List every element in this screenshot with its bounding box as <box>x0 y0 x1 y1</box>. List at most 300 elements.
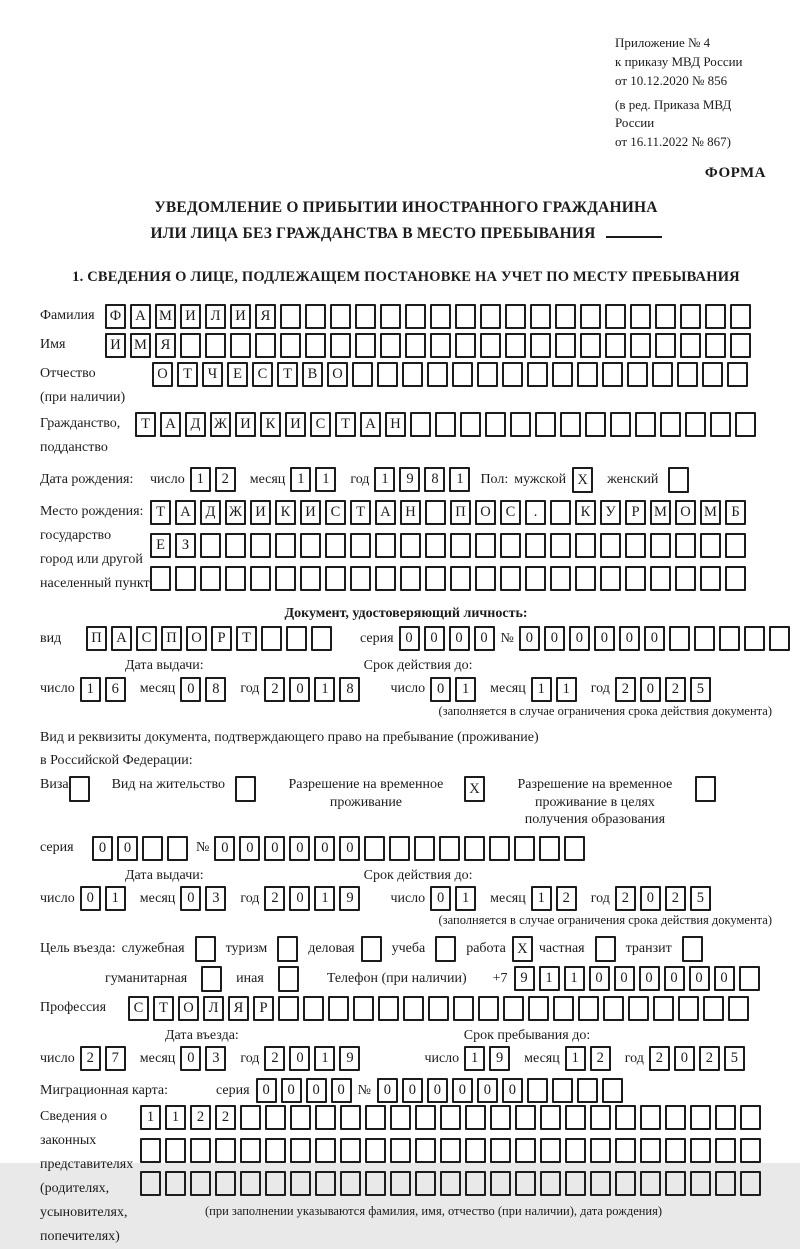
char-cell[interactable]: 2 <box>264 886 285 911</box>
char-cell[interactable] <box>640 1171 661 1196</box>
char-cell[interactable] <box>355 333 376 358</box>
char-cell[interactable]: 1 <box>464 1046 485 1071</box>
char-cell[interactable]: А <box>175 500 196 525</box>
purpose-tourism-checkbox[interactable] <box>277 936 298 962</box>
char-cell[interactable]: 1 <box>449 467 470 492</box>
char-cell[interactable] <box>205 333 226 358</box>
char-cell[interactable] <box>652 362 673 387</box>
char-cell[interactable] <box>552 1078 573 1103</box>
char-cell[interactable] <box>390 1171 411 1196</box>
char-cell[interactable]: 1 <box>565 1046 586 1071</box>
purpose-humanitarian-checkbox[interactable] <box>201 966 222 992</box>
char-cell[interactable] <box>380 304 401 329</box>
char-cell[interactable]: А <box>160 412 181 437</box>
char-cell[interactable]: 0 <box>289 836 310 861</box>
char-cell[interactable]: 1 <box>539 966 560 991</box>
char-cell[interactable]: 0 <box>180 677 201 702</box>
purpose-private-checkbox[interactable] <box>595 936 616 962</box>
char-cell[interactable]: А <box>375 500 396 525</box>
char-cell[interactable] <box>225 533 246 558</box>
char-cell[interactable] <box>515 1105 536 1130</box>
char-cell[interactable] <box>680 333 701 358</box>
char-cell[interactable] <box>215 1171 236 1196</box>
char-cell[interactable] <box>690 1138 711 1163</box>
char-cell[interactable]: 0 <box>80 886 101 911</box>
char-cell[interactable]: 5 <box>690 886 711 911</box>
char-cell[interactable] <box>278 996 299 1021</box>
char-cell[interactable] <box>280 304 301 329</box>
char-cell[interactable] <box>690 1171 711 1196</box>
char-cell[interactable] <box>286 626 307 651</box>
char-cell[interactable] <box>389 836 410 861</box>
char-cell[interactable] <box>700 566 721 591</box>
char-cell[interactable]: 0 <box>640 886 661 911</box>
char-cell[interactable]: 0 <box>639 966 660 991</box>
char-cell[interactable] <box>769 626 790 651</box>
char-cell[interactable]: 0 <box>377 1078 398 1103</box>
visa-checkbox[interactable] <box>69 776 90 802</box>
char-cell[interactable]: 0 <box>594 626 615 651</box>
char-cell[interactable] <box>740 1105 761 1130</box>
char-cell[interactable] <box>430 333 451 358</box>
char-cell[interactable]: Н <box>400 500 421 525</box>
char-cell[interactable]: Т <box>150 500 171 525</box>
char-cell[interactable] <box>265 1138 286 1163</box>
char-cell[interactable] <box>585 412 606 437</box>
purpose-other-checkbox[interactable] <box>278 966 299 992</box>
char-cell[interactable] <box>200 566 221 591</box>
char-cell[interactable]: Ф <box>105 304 126 329</box>
char-cell[interactable]: 0 <box>256 1078 277 1103</box>
char-cell[interactable] <box>428 996 449 1021</box>
char-cell[interactable] <box>489 836 510 861</box>
char-cell[interactable]: Л <box>205 304 226 329</box>
char-cell[interactable] <box>700 533 721 558</box>
char-cell[interactable] <box>400 533 421 558</box>
char-cell[interactable] <box>140 1171 161 1196</box>
char-cell[interactable]: Е <box>150 533 171 558</box>
char-cell[interactable] <box>540 1171 561 1196</box>
char-cell[interactable]: И <box>250 500 271 525</box>
char-cell[interactable] <box>577 362 598 387</box>
char-cell[interactable] <box>552 362 573 387</box>
char-cell[interactable] <box>465 1105 486 1130</box>
char-cell[interactable] <box>365 1138 386 1163</box>
char-cell[interactable]: 0 <box>264 836 285 861</box>
char-cell[interactable] <box>525 533 546 558</box>
purpose-work-checkbox[interactable]: X <box>512 936 533 962</box>
char-cell[interactable] <box>580 333 601 358</box>
char-cell[interactable] <box>625 566 646 591</box>
char-cell[interactable] <box>503 996 524 1021</box>
char-cell[interactable]: 0 <box>281 1078 302 1103</box>
char-cell[interactable]: 8 <box>205 677 226 702</box>
char-cell[interactable] <box>640 1138 661 1163</box>
char-cell[interactable] <box>705 304 726 329</box>
temp-residence-education-checkbox[interactable] <box>695 776 716 802</box>
char-cell[interactable] <box>730 333 751 358</box>
char-cell[interactable] <box>405 304 426 329</box>
char-cell[interactable]: 2 <box>556 886 577 911</box>
char-cell[interactable] <box>580 304 601 329</box>
char-cell[interactable]: 1 <box>190 467 211 492</box>
char-cell[interactable]: 1 <box>455 677 476 702</box>
char-cell[interactable] <box>510 412 531 437</box>
char-cell[interactable] <box>550 533 571 558</box>
char-cell[interactable] <box>400 566 421 591</box>
char-cell[interactable]: 2 <box>264 677 285 702</box>
char-cell[interactable] <box>665 1105 686 1130</box>
char-cell[interactable] <box>615 1138 636 1163</box>
char-cell[interactable] <box>464 836 485 861</box>
char-cell[interactable]: Т <box>335 412 356 437</box>
char-cell[interactable] <box>660 412 681 437</box>
char-cell[interactable] <box>530 333 551 358</box>
char-cell[interactable] <box>478 996 499 1021</box>
char-cell[interactable] <box>290 1171 311 1196</box>
char-cell[interactable] <box>190 1171 211 1196</box>
char-cell[interactable]: П <box>86 626 107 651</box>
char-cell[interactable]: К <box>260 412 281 437</box>
char-cell[interactable]: С <box>136 626 157 651</box>
char-cell[interactable] <box>505 333 526 358</box>
char-cell[interactable] <box>555 333 576 358</box>
char-cell[interactable]: М <box>650 500 671 525</box>
char-cell[interactable] <box>365 1105 386 1130</box>
char-cell[interactable] <box>675 566 696 591</box>
char-cell[interactable]: Т <box>153 996 174 1021</box>
char-cell[interactable] <box>702 362 723 387</box>
char-cell[interactable]: О <box>327 362 348 387</box>
char-cell[interactable] <box>539 836 560 861</box>
char-cell[interactable] <box>500 533 521 558</box>
char-cell[interactable] <box>564 836 585 861</box>
char-cell[interactable]: М <box>130 333 151 358</box>
char-cell[interactable]: М <box>155 304 176 329</box>
char-cell[interactable] <box>265 1105 286 1130</box>
char-cell[interactable] <box>380 333 401 358</box>
char-cell[interactable] <box>575 566 596 591</box>
char-cell[interactable]: Л <box>203 996 224 1021</box>
char-cell[interactable]: 2 <box>190 1105 211 1130</box>
char-cell[interactable] <box>525 566 546 591</box>
char-cell[interactable] <box>744 626 765 651</box>
char-cell[interactable] <box>350 566 371 591</box>
char-cell[interactable]: 3 <box>205 1046 226 1071</box>
char-cell[interactable] <box>330 304 351 329</box>
char-cell[interactable]: 9 <box>399 467 420 492</box>
char-cell[interactable] <box>630 333 651 358</box>
char-cell[interactable] <box>353 996 374 1021</box>
char-cell[interactable]: 9 <box>489 1046 510 1071</box>
char-cell[interactable] <box>240 1138 261 1163</box>
char-cell[interactable]: 0 <box>92 836 113 861</box>
char-cell[interactable]: Я <box>255 304 276 329</box>
char-cell[interactable] <box>403 996 424 1021</box>
char-cell[interactable] <box>315 1171 336 1196</box>
char-cell[interactable]: 0 <box>427 1078 448 1103</box>
char-cell[interactable] <box>480 333 501 358</box>
char-cell[interactable] <box>427 362 448 387</box>
char-cell[interactable]: 1 <box>165 1105 186 1130</box>
char-cell[interactable] <box>685 412 706 437</box>
char-cell[interactable] <box>740 1138 761 1163</box>
char-cell[interactable] <box>540 1138 561 1163</box>
char-cell[interactable]: 9 <box>514 966 535 991</box>
char-cell[interactable] <box>485 412 506 437</box>
char-cell[interactable] <box>527 362 548 387</box>
char-cell[interactable] <box>602 1078 623 1103</box>
char-cell[interactable] <box>390 1105 411 1130</box>
char-cell[interactable]: 1 <box>140 1105 161 1130</box>
char-cell[interactable] <box>728 996 749 1021</box>
char-cell[interactable]: 1 <box>556 677 577 702</box>
char-cell[interactable]: 2 <box>590 1046 611 1071</box>
char-cell[interactable] <box>452 362 473 387</box>
char-cell[interactable] <box>215 1138 236 1163</box>
char-cell[interactable] <box>440 1105 461 1130</box>
purpose-official-checkbox[interactable] <box>195 936 216 962</box>
char-cell[interactable]: А <box>111 626 132 651</box>
char-cell[interactable] <box>415 1171 436 1196</box>
purpose-business-checkbox[interactable] <box>361 936 382 962</box>
char-cell[interactable]: Т <box>236 626 257 651</box>
char-cell[interactable] <box>675 533 696 558</box>
char-cell[interactable] <box>578 996 599 1021</box>
char-cell[interactable]: 1 <box>564 966 585 991</box>
char-cell[interactable]: 9 <box>339 886 360 911</box>
char-cell[interactable] <box>603 996 624 1021</box>
char-cell[interactable] <box>440 1171 461 1196</box>
char-cell[interactable] <box>735 412 756 437</box>
char-cell[interactable]: М <box>700 500 721 525</box>
char-cell[interactable]: 1 <box>374 467 395 492</box>
char-cell[interactable]: 2 <box>80 1046 101 1071</box>
char-cell[interactable]: 0 <box>306 1078 327 1103</box>
char-cell[interactable]: 0 <box>640 677 661 702</box>
char-cell[interactable] <box>694 626 715 651</box>
char-cell[interactable]: 1 <box>455 886 476 911</box>
char-cell[interactable] <box>490 1138 511 1163</box>
char-cell[interactable] <box>710 412 731 437</box>
char-cell[interactable]: 1 <box>314 886 335 911</box>
char-cell[interactable]: 0 <box>589 966 610 991</box>
char-cell[interactable]: С <box>325 500 346 525</box>
char-cell[interactable]: 0 <box>424 626 445 651</box>
char-cell[interactable]: К <box>575 500 596 525</box>
char-cell[interactable]: 0 <box>449 626 470 651</box>
char-cell[interactable]: С <box>252 362 273 387</box>
char-cell[interactable] <box>455 304 476 329</box>
char-cell[interactable] <box>527 1078 548 1103</box>
char-cell[interactable]: 0 <box>614 966 635 991</box>
char-cell[interactable] <box>340 1105 361 1130</box>
char-cell[interactable]: И <box>230 304 251 329</box>
char-cell[interactable]: 0 <box>714 966 735 991</box>
char-cell[interactable] <box>640 1105 661 1130</box>
char-cell[interactable]: 8 <box>339 677 360 702</box>
char-cell[interactable] <box>410 412 431 437</box>
char-cell[interactable] <box>715 1138 736 1163</box>
char-cell[interactable]: И <box>300 500 321 525</box>
char-cell[interactable] <box>425 566 446 591</box>
char-cell[interactable] <box>678 996 699 1021</box>
char-cell[interactable]: 2 <box>649 1046 670 1071</box>
char-cell[interactable] <box>390 1138 411 1163</box>
char-cell[interactable] <box>240 1171 261 1196</box>
char-cell[interactable] <box>265 1171 286 1196</box>
char-cell[interactable] <box>450 566 471 591</box>
char-cell[interactable]: 2 <box>615 677 636 702</box>
char-cell[interactable] <box>650 566 671 591</box>
char-cell[interactable] <box>405 333 426 358</box>
char-cell[interactable] <box>655 304 676 329</box>
char-cell[interactable]: О <box>152 362 173 387</box>
char-cell[interactable] <box>615 1105 636 1130</box>
char-cell[interactable] <box>414 836 435 861</box>
char-cell[interactable]: 0 <box>289 1046 310 1071</box>
char-cell[interactable] <box>669 626 690 651</box>
char-cell[interactable]: 0 <box>239 836 260 861</box>
char-cell[interactable] <box>665 1138 686 1163</box>
char-cell[interactable]: 0 <box>544 626 565 651</box>
char-cell[interactable]: 0 <box>474 626 495 651</box>
char-cell[interactable]: Ч <box>202 362 223 387</box>
char-cell[interactable]: К <box>275 500 296 525</box>
char-cell[interactable] <box>625 533 646 558</box>
char-cell[interactable]: 0 <box>452 1078 473 1103</box>
char-cell[interactable] <box>325 566 346 591</box>
char-cell[interactable] <box>465 1138 486 1163</box>
char-cell[interactable] <box>340 1138 361 1163</box>
char-cell[interactable]: 1 <box>314 677 335 702</box>
char-cell[interactable] <box>528 996 549 1021</box>
char-cell[interactable]: Д <box>200 500 221 525</box>
char-cell[interactable]: 5 <box>690 677 711 702</box>
char-cell[interactable]: 2 <box>264 1046 285 1071</box>
char-cell[interactable] <box>514 836 535 861</box>
char-cell[interactable] <box>500 566 521 591</box>
char-cell[interactable] <box>565 1171 586 1196</box>
char-cell[interactable]: 0 <box>664 966 685 991</box>
char-cell[interactable]: 8 <box>424 467 445 492</box>
char-cell[interactable] <box>739 966 760 991</box>
char-cell[interactable] <box>303 996 324 1021</box>
char-cell[interactable] <box>627 362 648 387</box>
char-cell[interactable]: 0 <box>477 1078 498 1103</box>
char-cell[interactable] <box>540 1105 561 1130</box>
char-cell[interactable] <box>515 1171 536 1196</box>
char-cell[interactable] <box>167 836 188 861</box>
char-cell[interactable] <box>300 533 321 558</box>
char-cell[interactable]: И <box>235 412 256 437</box>
char-cell[interactable]: Р <box>625 500 646 525</box>
char-cell[interactable] <box>315 1105 336 1130</box>
char-cell[interactable] <box>440 1138 461 1163</box>
char-cell[interactable]: 2 <box>665 886 686 911</box>
char-cell[interactable] <box>375 533 396 558</box>
char-cell[interactable]: Т <box>277 362 298 387</box>
char-cell[interactable] <box>730 304 751 329</box>
char-cell[interactable] <box>590 1105 611 1130</box>
char-cell[interactable] <box>628 996 649 1021</box>
char-cell[interactable]: П <box>161 626 182 651</box>
char-cell[interactable]: 0 <box>402 1078 423 1103</box>
char-cell[interactable] <box>305 333 326 358</box>
char-cell[interactable]: 0 <box>289 677 310 702</box>
char-cell[interactable]: У <box>600 500 621 525</box>
char-cell[interactable]: 0 <box>289 886 310 911</box>
char-cell[interactable]: Т <box>177 362 198 387</box>
char-cell[interactable] <box>530 304 551 329</box>
char-cell[interactable] <box>705 333 726 358</box>
char-cell[interactable]: 0 <box>430 886 451 911</box>
char-cell[interactable]: Д <box>185 412 206 437</box>
char-cell[interactable]: . <box>525 500 546 525</box>
char-cell[interactable] <box>305 304 326 329</box>
char-cell[interactable] <box>364 836 385 861</box>
char-cell[interactable] <box>290 1138 311 1163</box>
char-cell[interactable] <box>615 1171 636 1196</box>
char-cell[interactable] <box>600 533 621 558</box>
char-cell[interactable] <box>142 836 163 861</box>
char-cell[interactable]: 0 <box>314 836 335 861</box>
char-cell[interactable]: 1 <box>80 677 101 702</box>
char-cell[interactable] <box>477 362 498 387</box>
char-cell[interactable] <box>415 1138 436 1163</box>
char-cell[interactable] <box>350 533 371 558</box>
char-cell[interactable] <box>677 362 698 387</box>
char-cell[interactable] <box>475 533 496 558</box>
char-cell[interactable] <box>453 996 474 1021</box>
char-cell[interactable]: Ж <box>225 500 246 525</box>
char-cell[interactable]: 0 <box>689 966 710 991</box>
char-cell[interactable]: 0 <box>339 836 360 861</box>
char-cell[interactable] <box>261 626 282 651</box>
char-cell[interactable] <box>740 1171 761 1196</box>
char-cell[interactable]: Н <box>385 412 406 437</box>
char-cell[interactable]: П <box>450 500 471 525</box>
char-cell[interactable] <box>655 333 676 358</box>
char-cell[interactable] <box>727 362 748 387</box>
char-cell[interactable] <box>175 566 196 591</box>
char-cell[interactable] <box>325 533 346 558</box>
female-checkbox[interactable] <box>668 467 689 493</box>
char-cell[interactable] <box>630 304 651 329</box>
char-cell[interactable]: 5 <box>724 1046 745 1071</box>
char-cell[interactable]: 0 <box>117 836 138 861</box>
char-cell[interactable] <box>577 1078 598 1103</box>
char-cell[interactable]: Ж <box>210 412 231 437</box>
char-cell[interactable] <box>255 333 276 358</box>
temp-residence-checkbox[interactable]: X <box>464 776 485 802</box>
char-cell[interactable] <box>300 566 321 591</box>
char-cell[interactable]: 1 <box>315 467 336 492</box>
char-cell[interactable]: 0 <box>674 1046 695 1071</box>
char-cell[interactable] <box>378 996 399 1021</box>
char-cell[interactable] <box>460 412 481 437</box>
char-cell[interactable]: 0 <box>399 626 420 651</box>
char-cell[interactable]: 1 <box>290 467 311 492</box>
char-cell[interactable] <box>715 1105 736 1130</box>
char-cell[interactable]: О <box>675 500 696 525</box>
char-cell[interactable]: Б <box>725 500 746 525</box>
char-cell[interactable] <box>402 362 423 387</box>
char-cell[interactable] <box>225 566 246 591</box>
char-cell[interactable]: Я <box>155 333 176 358</box>
char-cell[interactable] <box>703 996 724 1021</box>
char-cell[interactable] <box>653 996 674 1021</box>
